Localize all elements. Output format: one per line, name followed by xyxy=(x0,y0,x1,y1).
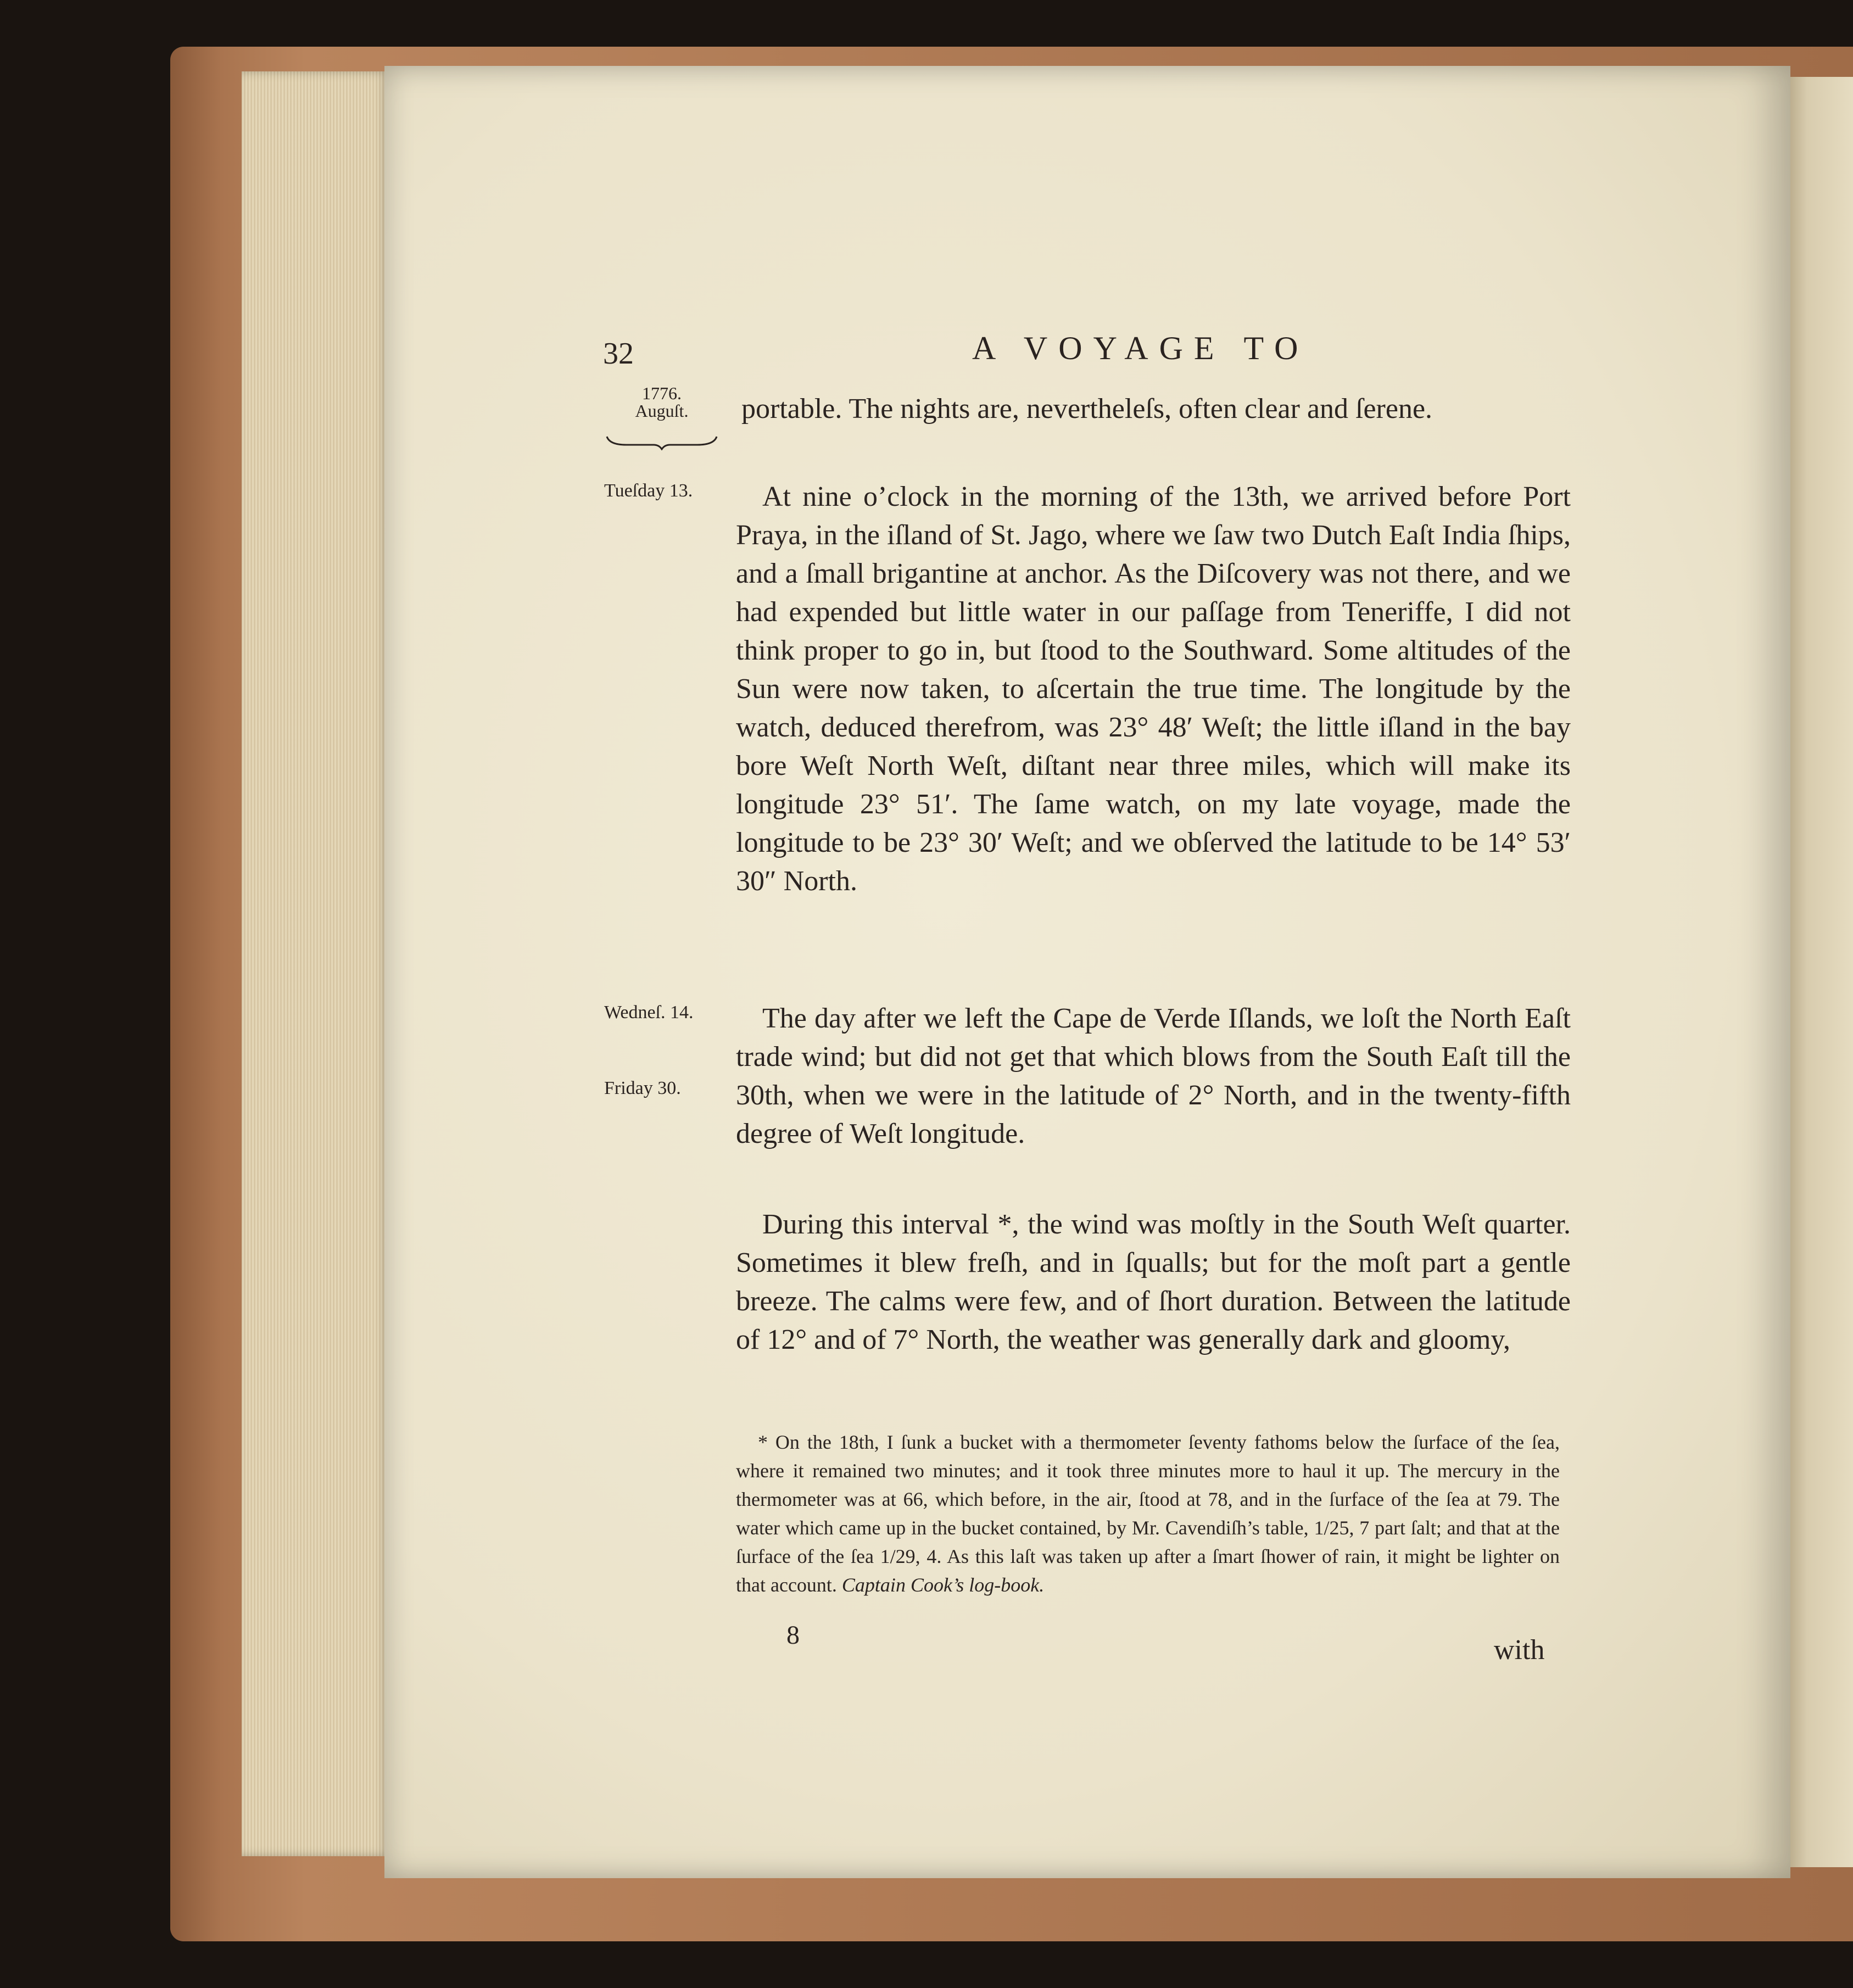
footnote-source: Captain Cook’s log-book. xyxy=(841,1574,1045,1596)
footnote xyxy=(736,1428,1560,1599)
brace-ornament xyxy=(604,434,719,450)
signature-mark: 8 xyxy=(786,1621,800,1650)
paragraph-3: The day after we left the Cape de Verde Iſlands, we loſt the North Eaſt trade wind; but did not get that which blows from the South Eaſt till the 30th, when we were in the latitude of 2° North, and in the twenty-fifth degree of Weſt longitude. xyxy=(736,1003,1571,1149)
catchword: with xyxy=(1494,1634,1545,1666)
paragraph-2: At nine o’clock in the morning of the 13th, we arrived before Port Praya, in the iſland of St. Jago, where we ſaw two Dutch Eaſt India ſhips, and a ſmall brigantine at anchor. As the Diſcovery was not there, and we had expended but little water in our paſſage from Teneriffe, I did not think proper to go in, but ſtood to the Southward. Some altitudes of the Sun were now taken, to aſcertain the true time. The longitude by the watch, deduced therefrom, was 23° 48′ Weſt; the little iſland in the bay bore Weſt North Weſt, diſtant near three miles, which will make its longitude 23° 51′. The ſame watch, on my late voyage, made the longitude to be 23° 30′ Weſt; and we obſerved the latitude to be 14° 53′ 30″ North. xyxy=(736,481,1571,897)
footnote-text: * On the 18th, I ſunk a bucket with a thermometer ſeventy fathoms below the ſurface of the ſea, where it remained two minutes; and it took three minutes more to haul it up. The mercury in the thermometer was at 66, which before, in the air, ſtood at 78, and in the ſurface of the ſea at 79. The water which came up in the bucket contained, by Mr. Cavendiſh’s table, 1/25, 7 part ſalt; and that at the ſurface of the ſea 1/29, 4. As this laſt was taken up after a ſmart ſhower of rain, it might be lighter on that account. xyxy=(736,1431,1560,1596)
margin-year: 1776. xyxy=(642,383,682,403)
margin-date xyxy=(599,384,725,420)
margin-note-wednesday: Wedneſ. 14. xyxy=(604,1002,694,1023)
running-title: A VOYAGE TO xyxy=(972,330,1309,366)
margin-month: Auguſt. xyxy=(635,401,689,421)
page-edges xyxy=(242,71,390,1856)
margin-note-friday: Friday 30. xyxy=(604,1078,681,1098)
page-number: 32 xyxy=(603,337,634,371)
paragraph-4: During this interval *, the wind was moſtly in the South Weſt quarter. Sometimes it blew freſh, and in ſqualls; but for the moſt part a gentle breeze. The calms were few, and of ſhort duration. Between the latitude of 12° and of 7° North, the weather was generally dark and gloomy, xyxy=(736,1209,1571,1355)
margin-note-tuesday: Tueſday 13. xyxy=(604,481,693,501)
paragraph-1: portable. The nights are, nevertheleſs, often clear and ſerene. xyxy=(741,393,1433,425)
next-page-edge xyxy=(1788,77,1853,1867)
